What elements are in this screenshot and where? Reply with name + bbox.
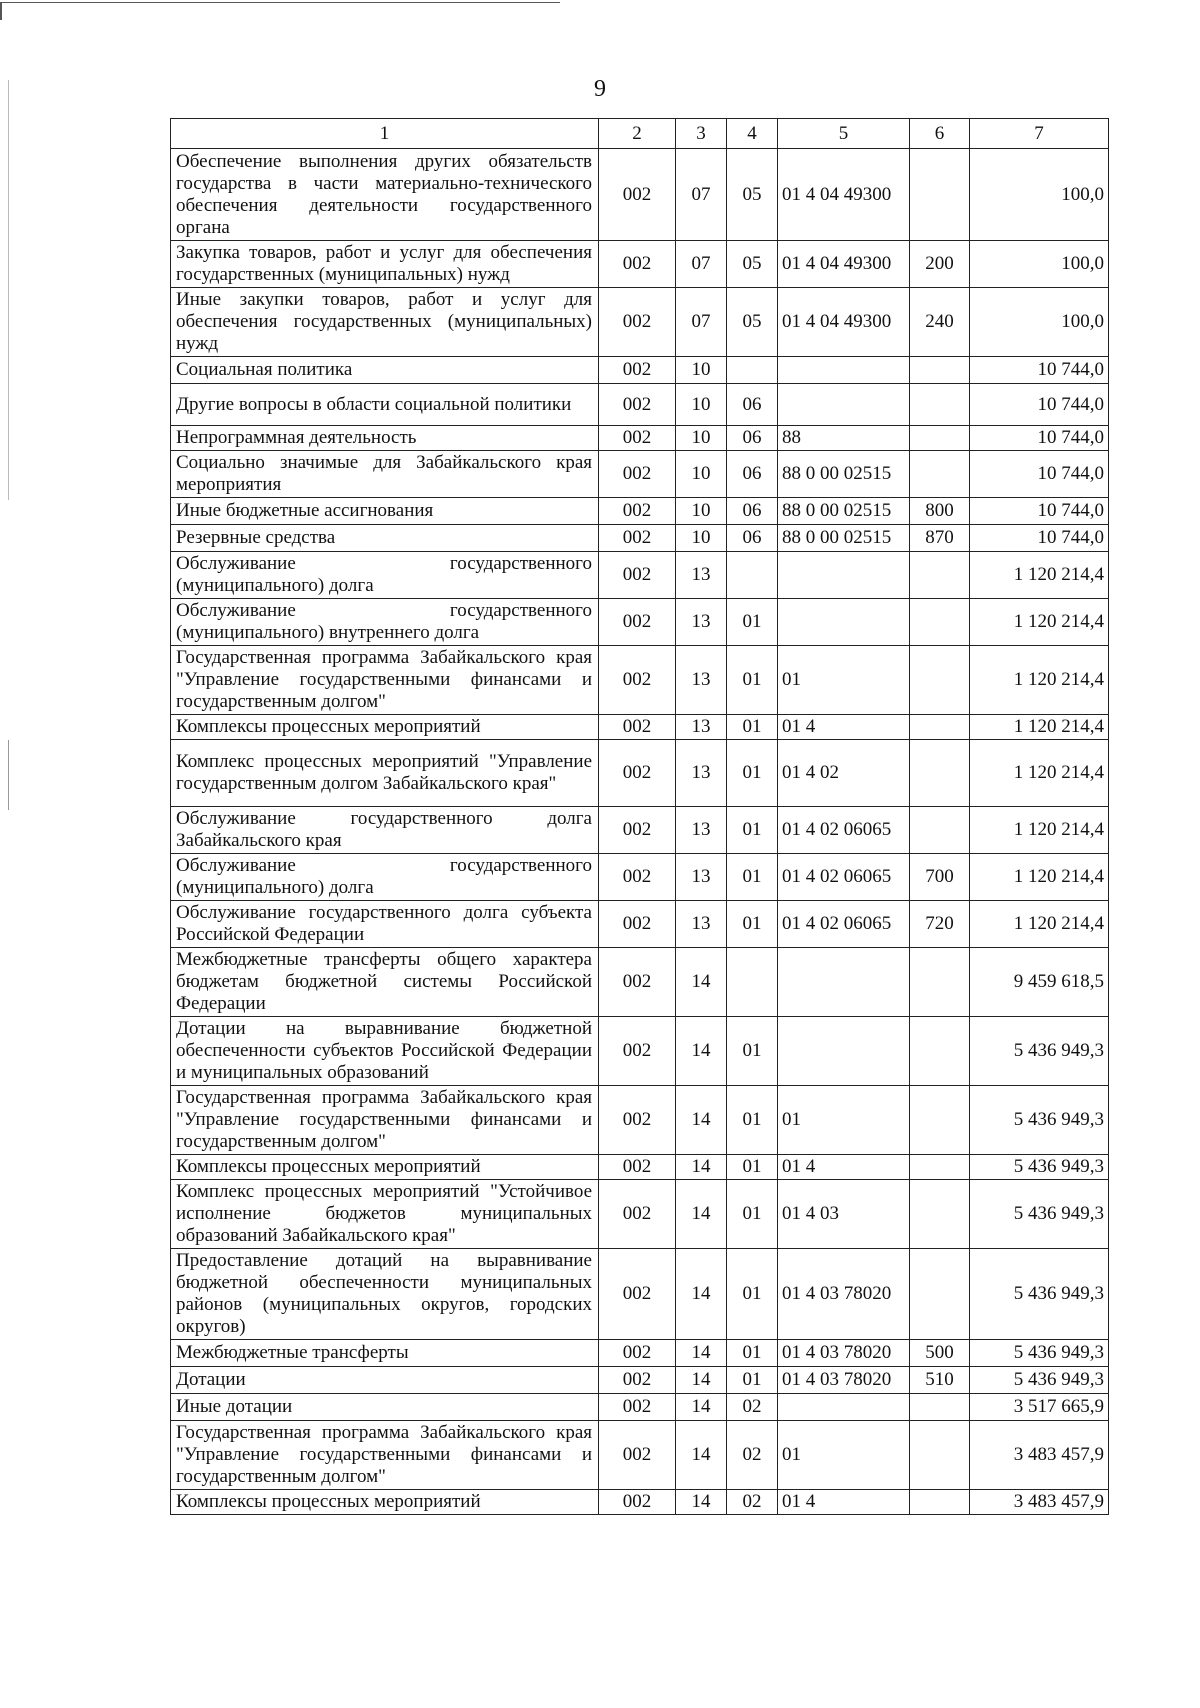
row-name-cell: Обслуживание государственного (муниципального) долга <box>171 854 599 901</box>
subsection-code-cell: 01 <box>727 1155 778 1180</box>
main-manager-code-cell: 002 <box>599 1340 676 1367</box>
subsection-code-cell: 02 <box>727 1421 778 1490</box>
amount-cell: 1 120 214,4 <box>970 646 1109 715</box>
subsection-code-cell: 01 <box>727 1017 778 1086</box>
expense-type-code-cell: 870 <box>910 525 970 552</box>
amount-cell: 10 744,0 <box>970 525 1109 552</box>
target-item-code-cell <box>778 599 910 646</box>
table-row <box>171 149 1109 241</box>
target-item-code-cell: 01 4 03 <box>778 1180 910 1249</box>
header-cell: 7 <box>970 119 1109 149</box>
row-name-cell: Государственная программа Забайкальского края "Управление государственными финансами и государственным долгом" <box>171 646 599 715</box>
row-name-cell: Обеспечение выполнения других обязательств государства в части материально-технического обеспечения деятельности государственного органа <box>171 149 599 241</box>
target-item-code-cell: 88 0 00 02515 <box>778 498 910 525</box>
main-manager-code-cell: 002 <box>599 1155 676 1180</box>
expense-type-code-cell <box>910 451 970 498</box>
section-code-cell: 10 <box>676 426 727 451</box>
target-item-code-cell <box>778 384 910 426</box>
table-row <box>171 1394 1109 1421</box>
main-manager-code-cell: 002 <box>599 715 676 740</box>
section-code-cell: 13 <box>676 854 727 901</box>
subsection-code-cell: 01 <box>727 1180 778 1249</box>
subsection-code-cell: 05 <box>727 241 778 288</box>
subsection-code-cell: 05 <box>727 149 778 241</box>
section-code-cell: 10 <box>676 357 727 384</box>
subsection-code-cell: 02 <box>727 1490 778 1515</box>
amount-cell: 5 436 949,3 <box>970 1086 1109 1155</box>
section-code-cell: 13 <box>676 901 727 948</box>
amount-cell: 3 483 457,9 <box>970 1421 1109 1490</box>
amount-cell: 5 436 949,3 <box>970 1017 1109 1086</box>
target-item-code-cell: 01 <box>778 646 910 715</box>
header-cell: 6 <box>910 119 970 149</box>
section-code-cell: 10 <box>676 451 727 498</box>
subsection-code-cell: 06 <box>727 498 778 525</box>
table-row <box>171 1017 1109 1086</box>
section-code-cell: 07 <box>676 149 727 241</box>
target-item-code-cell: 01 4 <box>778 1490 910 1515</box>
target-item-code-cell <box>778 1017 910 1086</box>
expense-type-code-cell: 240 <box>910 288 970 357</box>
subsection-code-cell: 01 <box>727 1086 778 1155</box>
amount-cell: 1 120 214,4 <box>970 807 1109 854</box>
target-item-code-cell: 01 4 02 06065 <box>778 854 910 901</box>
section-code-cell: 14 <box>676 948 727 1017</box>
table-row <box>171 901 1109 948</box>
table-row <box>171 1421 1109 1490</box>
amount-cell: 1 120 214,4 <box>970 599 1109 646</box>
main-manager-code-cell: 002 <box>599 288 676 357</box>
main-manager-code-cell: 002 <box>599 1017 676 1086</box>
main-manager-code-cell: 002 <box>599 854 676 901</box>
row-name-cell: Комплекс процессных мероприятий "Устойчивое исполнение бюджетов муниципальных образований Забайкальского края" <box>171 1180 599 1249</box>
section-code-cell: 14 <box>676 1086 727 1155</box>
expense-type-code-cell <box>910 715 970 740</box>
amount-cell: 10 744,0 <box>970 498 1109 525</box>
expense-type-code-cell <box>910 1421 970 1490</box>
target-item-code-cell: 01 4 04 49300 <box>778 241 910 288</box>
subsection-code-cell: 01 <box>727 740 778 807</box>
row-name-cell: Социально значимые для Забайкальского края мероприятия <box>171 451 599 498</box>
row-name-cell: Социальная политика <box>171 357 599 384</box>
subsection-code-cell: 01 <box>727 646 778 715</box>
header-cell: 1 <box>171 119 599 149</box>
subsection-code-cell: 01 <box>727 1367 778 1394</box>
amount-cell: 1 120 214,4 <box>970 715 1109 740</box>
main-manager-code-cell: 002 <box>599 384 676 426</box>
main-manager-code-cell: 002 <box>599 948 676 1017</box>
page-number: 9 <box>594 76 606 102</box>
row-name-cell: Иные бюджетные ассигнования <box>171 498 599 525</box>
expense-type-code-cell: 800 <box>910 498 970 525</box>
row-name-cell: Непрограммная деятельность <box>171 426 599 451</box>
table-row <box>171 1367 1109 1394</box>
target-item-code-cell: 01 4 02 06065 <box>778 901 910 948</box>
section-code-cell: 13 <box>676 740 727 807</box>
row-name-cell: Обслуживание государственного (муниципального) внутреннего долга <box>171 599 599 646</box>
subsection-code-cell: 02 <box>727 1394 778 1421</box>
subsection-code-cell: 01 <box>727 1340 778 1367</box>
subsection-code-cell: 01 <box>727 901 778 948</box>
amount-cell: 1 120 214,4 <box>970 740 1109 807</box>
subsection-code-cell: 01 <box>727 854 778 901</box>
scan-artifact-left-edge <box>8 80 9 500</box>
main-manager-code-cell: 002 <box>599 1421 676 1490</box>
section-code-cell: 13 <box>676 807 727 854</box>
expense-type-code-cell <box>910 426 970 451</box>
main-manager-code-cell: 002 <box>599 498 676 525</box>
subsection-code-cell: 01 <box>727 1249 778 1340</box>
expense-type-code-cell <box>910 1086 970 1155</box>
main-manager-code-cell: 002 <box>599 149 676 241</box>
row-name-cell: Комплексы процессных мероприятий <box>171 1490 599 1515</box>
target-item-code-cell <box>778 948 910 1017</box>
section-code-cell: 14 <box>676 1180 727 1249</box>
table-row <box>171 715 1109 740</box>
target-item-code-cell: 01 4 04 49300 <box>778 288 910 357</box>
expense-type-code-cell <box>910 552 970 599</box>
section-code-cell: 14 <box>676 1490 727 1515</box>
subsection-code-cell: 06 <box>727 426 778 451</box>
amount-cell: 3 483 457,9 <box>970 1490 1109 1515</box>
row-name-cell: Иные дотации <box>171 1394 599 1421</box>
table-row <box>171 426 1109 451</box>
expense-type-code-cell: 500 <box>910 1340 970 1367</box>
table-row <box>171 1155 1109 1180</box>
main-manager-code-cell: 002 <box>599 451 676 498</box>
section-code-cell: 13 <box>676 646 727 715</box>
table-row <box>171 1249 1109 1340</box>
section-code-cell: 10 <box>676 498 727 525</box>
section-code-cell: 10 <box>676 525 727 552</box>
main-manager-code-cell: 002 <box>599 525 676 552</box>
target-item-code-cell: 01 4 <box>778 1155 910 1180</box>
target-item-code-cell: 01 4 02 <box>778 740 910 807</box>
section-code-cell: 14 <box>676 1017 727 1086</box>
amount-cell: 5 436 949,3 <box>970 1340 1109 1367</box>
header-cell: 5 <box>778 119 910 149</box>
table-row <box>171 740 1109 807</box>
row-name-cell: Обслуживание государственного долга Забайкальского края <box>171 807 599 854</box>
row-name-cell: Предоставление дотаций на выравнивание бюджетной обеспеченности муниципальных районов (муниципальных округов, городских округов) <box>171 1249 599 1340</box>
expense-type-code-cell <box>910 1490 970 1515</box>
amount-cell: 100,0 <box>970 149 1109 241</box>
section-code-cell: 13 <box>676 715 727 740</box>
section-code-cell: 14 <box>676 1367 727 1394</box>
table-row <box>171 357 1109 384</box>
subsection-code-cell: 01 <box>727 807 778 854</box>
main-manager-code-cell: 002 <box>599 357 676 384</box>
section-code-cell: 10 <box>676 384 727 426</box>
expense-type-code-cell <box>910 1180 970 1249</box>
table-row <box>171 1490 1109 1515</box>
row-name-cell: Межбюджетные трансферты общего характера бюджетам бюджетной системы Российской Федерации <box>171 948 599 1017</box>
scan-artifact-top-line <box>0 2 560 3</box>
expense-type-code-cell: 200 <box>910 241 970 288</box>
amount-cell: 3 517 665,9 <box>970 1394 1109 1421</box>
row-name-cell: Обслуживание государственного долга субъекта Российской Федерации <box>171 901 599 948</box>
amount-cell: 5 436 949,3 <box>970 1249 1109 1340</box>
row-name-cell: Комплексы процессных мероприятий <box>171 715 599 740</box>
section-code-cell: 07 <box>676 288 727 357</box>
amount-cell: 10 744,0 <box>970 451 1109 498</box>
table-row <box>171 552 1109 599</box>
target-item-code-cell: 01 4 03 78020 <box>778 1367 910 1394</box>
row-name-cell: Комплекс процессных мероприятий "Управление государственным долгом Забайкальского края" <box>171 740 599 807</box>
main-manager-code-cell: 002 <box>599 552 676 599</box>
table-row <box>171 241 1109 288</box>
section-code-cell: 07 <box>676 241 727 288</box>
expense-type-code-cell <box>910 599 970 646</box>
section-code-cell: 14 <box>676 1155 727 1180</box>
subsection-code-cell: 06 <box>727 525 778 552</box>
main-manager-code-cell: 002 <box>599 807 676 854</box>
expense-type-code-cell <box>910 357 970 384</box>
section-code-cell: 14 <box>676 1340 727 1367</box>
table-row <box>171 451 1109 498</box>
amount-cell: 5 436 949,3 <box>970 1367 1109 1394</box>
amount-cell: 5 436 949,3 <box>970 1180 1109 1249</box>
amount-cell: 10 744,0 <box>970 384 1109 426</box>
table-row <box>171 288 1109 357</box>
row-name-cell: Государственная программа Забайкальского края "Управление государственными финансами и государственным долгом" <box>171 1421 599 1490</box>
main-manager-code-cell: 002 <box>599 1490 676 1515</box>
table-row <box>171 948 1109 1017</box>
target-item-code-cell: 01 <box>778 1086 910 1155</box>
subsection-code-cell: 06 <box>727 451 778 498</box>
main-manager-code-cell: 002 <box>599 1394 676 1421</box>
target-item-code-cell: 88 <box>778 426 910 451</box>
main-manager-code-cell: 002 <box>599 1180 676 1249</box>
target-item-code-cell: 88 0 00 02515 <box>778 525 910 552</box>
table-row <box>171 1086 1109 1155</box>
target-item-code-cell <box>778 552 910 599</box>
target-item-code-cell: 01 <box>778 1421 910 1490</box>
amount-cell: 9 459 618,5 <box>970 948 1109 1017</box>
table-row <box>171 525 1109 552</box>
section-code-cell: 14 <box>676 1249 727 1340</box>
expense-type-code-cell: 700 <box>910 854 970 901</box>
table-row <box>171 854 1109 901</box>
main-manager-code-cell: 002 <box>599 740 676 807</box>
expense-type-code-cell <box>910 1017 970 1086</box>
table-row <box>171 807 1109 854</box>
amount-cell: 1 120 214,4 <box>970 854 1109 901</box>
table-row <box>171 498 1109 525</box>
amount-cell: 1 120 214,4 <box>970 552 1109 599</box>
section-code-cell: 14 <box>676 1421 727 1490</box>
main-manager-code-cell: 002 <box>599 901 676 948</box>
amount-cell: 100,0 <box>970 241 1109 288</box>
row-name-cell: Иные закупки товаров, работ и услуг для обеспечения государственных (муниципальных) нужд <box>171 288 599 357</box>
subsection-code-cell: 06 <box>727 384 778 426</box>
main-manager-code-cell: 002 <box>599 426 676 451</box>
amount-cell: 5 436 949,3 <box>970 1155 1109 1180</box>
row-name-cell: Государственная программа Забайкальского края "Управление государственными финансами и государственным долгом" <box>171 1086 599 1155</box>
expense-type-code-cell <box>910 1394 970 1421</box>
row-name-cell: Комплексы процессных мероприятий <box>171 1155 599 1180</box>
main-manager-code-cell: 002 <box>599 1367 676 1394</box>
main-manager-code-cell: 002 <box>599 599 676 646</box>
subsection-code-cell: 01 <box>727 715 778 740</box>
subsection-code-cell <box>727 357 778 384</box>
amount-cell: 1 120 214,4 <box>970 901 1109 948</box>
header-cell: 2 <box>599 119 676 149</box>
subsection-code-cell: 05 <box>727 288 778 357</box>
subsection-code-cell: 01 <box>727 599 778 646</box>
table-row <box>171 384 1109 426</box>
target-item-code-cell: 88 0 00 02515 <box>778 451 910 498</box>
subsection-code-cell <box>727 948 778 1017</box>
expense-type-code-cell <box>910 740 970 807</box>
target-item-code-cell <box>778 357 910 384</box>
expense-type-code-cell: 720 <box>910 901 970 948</box>
table-row <box>171 599 1109 646</box>
main-manager-code-cell: 002 <box>599 646 676 715</box>
subsection-code-cell <box>727 552 778 599</box>
expense-type-code-cell <box>910 149 970 241</box>
expense-type-code-cell: 510 <box>910 1367 970 1394</box>
main-manager-code-cell: 002 <box>599 1086 676 1155</box>
target-item-code-cell: 01 4 03 78020 <box>778 1249 910 1340</box>
target-item-code-cell: 01 4 03 78020 <box>778 1340 910 1367</box>
row-name-cell: Дотации <box>171 1367 599 1394</box>
budget-table <box>170 118 1109 1515</box>
table-row <box>171 1180 1109 1249</box>
target-item-code-cell: 01 4 02 06065 <box>778 807 910 854</box>
expense-type-code-cell <box>910 1249 970 1340</box>
amount-cell: 10 744,0 <box>970 357 1109 384</box>
row-name-cell: Другие вопросы в области социальной политики <box>171 384 599 426</box>
row-name-cell: Дотации на выравнивание бюджетной обеспеченности субъектов Российской Федерации и муниципальных образований <box>171 1017 599 1086</box>
row-name-cell: Обслуживание государственного (муниципального) долга <box>171 552 599 599</box>
target-item-code-cell: 01 4 04 49300 <box>778 149 910 241</box>
amount-cell: 10 744,0 <box>970 426 1109 451</box>
row-name-cell: Межбюджетные трансферты <box>171 1340 599 1367</box>
expense-type-code-cell <box>910 1155 970 1180</box>
main-manager-code-cell: 002 <box>599 1249 676 1340</box>
section-code-cell: 13 <box>676 552 727 599</box>
row-name-cell: Резервные средства <box>171 525 599 552</box>
amount-cell: 100,0 <box>970 288 1109 357</box>
table-row <box>171 646 1109 715</box>
header-cell: 4 <box>727 119 778 149</box>
target-item-code-cell: 01 4 <box>778 715 910 740</box>
section-code-cell: 13 <box>676 599 727 646</box>
expense-type-code-cell <box>910 948 970 1017</box>
table-row <box>171 1340 1109 1367</box>
header-cell: 3 <box>676 119 727 149</box>
expense-type-code-cell <box>910 384 970 426</box>
row-name-cell: Закупка товаров, работ и услуг для обеспечения государственных (муниципальных) нужд <box>171 241 599 288</box>
table-header-row <box>171 119 1109 149</box>
expense-type-code-cell <box>910 646 970 715</box>
main-manager-code-cell: 002 <box>599 241 676 288</box>
section-code-cell: 14 <box>676 1394 727 1421</box>
scan-artifact-left-edge-lower <box>8 740 9 810</box>
target-item-code-cell <box>778 1394 910 1421</box>
expense-type-code-cell <box>910 807 970 854</box>
scan-artifact-corner-line <box>0 2 2 20</box>
